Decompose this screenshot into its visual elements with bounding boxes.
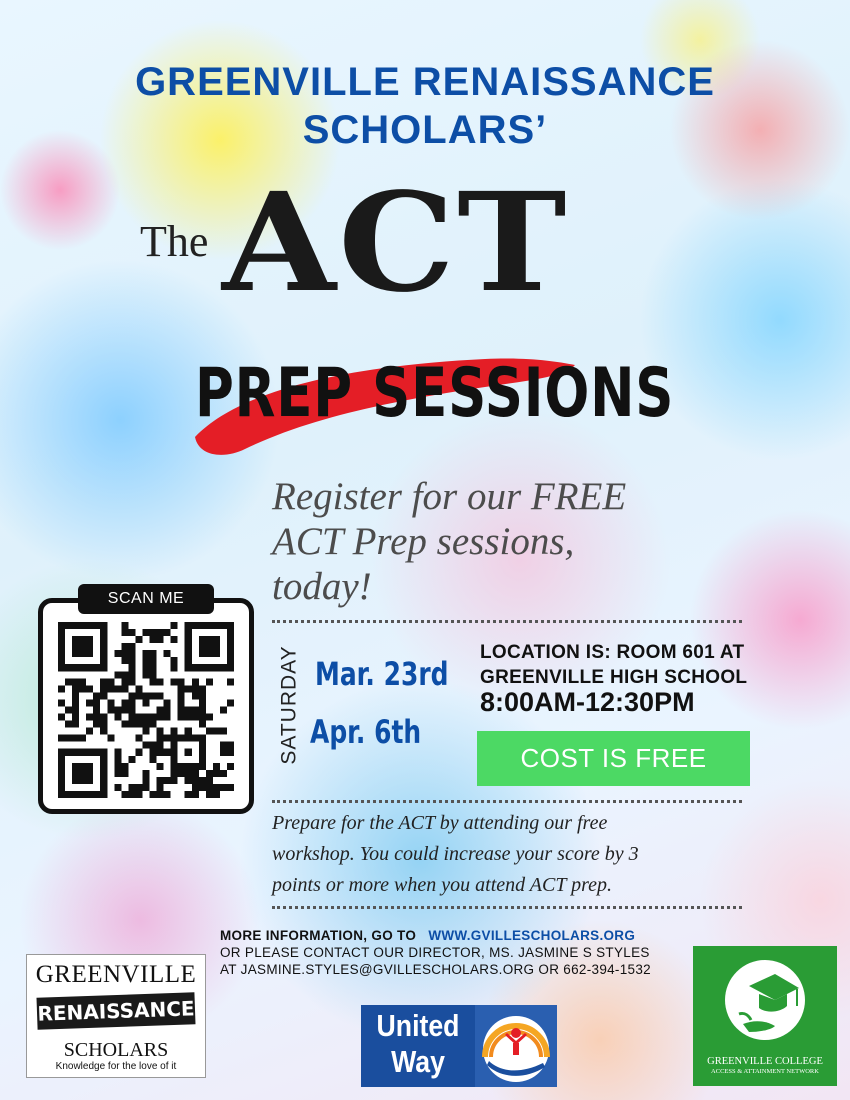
dotted-divider	[272, 800, 742, 803]
contact-line3: AT JASMINE.STYLES@GVILLESCHOLARS.ORG OR 662-394-1532	[220, 962, 651, 977]
united-way-logo	[361, 1005, 557, 1087]
headline-prep-sessions: PREP SESSIONS	[195, 354, 675, 433]
session-date-1: Mar. 23rd	[315, 655, 449, 693]
register-line3: today!	[272, 565, 372, 608]
saturday-text: SATURDAY	[277, 645, 301, 765]
grs-logo-line1: GREENVILLE	[35, 961, 197, 988]
dotted-divider	[272, 620, 742, 623]
act-logo-act: ACT	[222, 163, 569, 323]
register-line2: ACT Prep sessions,	[272, 520, 575, 563]
location-line1: LOCATION IS: ROOM 601 AT	[480, 642, 745, 663]
act-logo-the: The	[140, 217, 209, 266]
united-way-line1: United	[376, 1008, 460, 1043]
location-info	[480, 640, 747, 690]
description-line3: points or more when you attend ACT prep.	[272, 874, 612, 896]
greenville-college-network-logo	[693, 946, 837, 1086]
greenville-renaissance-scholars-logo	[26, 954, 206, 1078]
contact-line2: OR PLEASE CONTACT OUR DIRECTOR, MS. JASMINE S STYLES	[220, 945, 650, 960]
gcaan-line1: GREENVILLE COLLEGE	[707, 1056, 823, 1067]
register-line1: Register for our FREE	[272, 475, 627, 518]
grs-logo-line3: SCHOLARS	[63, 1039, 169, 1061]
scan-me-label: SCAN ME	[78, 584, 214, 614]
graduation-cap-hand-icon	[719, 954, 811, 1046]
contact-prefix: MORE INFORMATION, GO TO	[220, 928, 417, 943]
description-line2: workshop. You could increase your score by 3	[272, 843, 639, 865]
dotted-divider	[272, 906, 742, 909]
saturday-vertical-label	[268, 636, 308, 774]
cost-badge: COST IS FREE	[477, 731, 750, 786]
workshop-description	[272, 808, 742, 901]
session-date-2: Apr. 6th	[310, 713, 422, 751]
grs-logo-tagline: Knowledge for the love of it	[55, 1061, 177, 1072]
location-line2: GREENVILLE HIGH SCHOOL	[480, 667, 748, 688]
contact-info	[220, 927, 651, 978]
organization-title-line2: SCHOLARS’	[302, 108, 548, 152]
register-message	[272, 474, 832, 609]
united-way-line2: Way	[391, 1044, 445, 1079]
website-link[interactable]: WWW.GVILLESCHOLARS.ORG	[428, 928, 636, 943]
gcaan-line2: ACCESS & ATTAINMENT NETWORK	[711, 1068, 819, 1075]
organization-title-line1: GREENVILLE RENAISSANCE	[135, 60, 715, 104]
organization-title	[0, 58, 850, 154]
grs-logo-line2: RENAISSANCE	[36, 992, 195, 1029]
session-time: 8:00AM-12:30PM	[480, 687, 695, 717]
description-line1: Prepare for the ACT by attending our free	[272, 812, 608, 834]
qr-code[interactable]	[58, 622, 234, 798]
united-way-hand-icon	[475, 1005, 557, 1087]
